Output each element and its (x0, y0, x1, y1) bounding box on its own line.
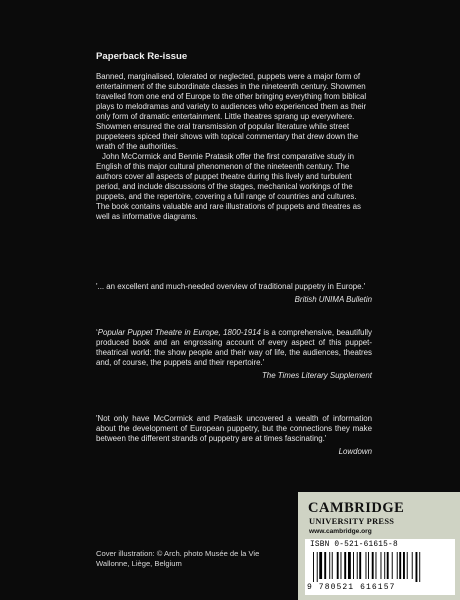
review-quote-3 (96, 414, 372, 457)
barcode-bar (416, 552, 418, 582)
publisher-url: www.cambridge.org (309, 528, 372, 535)
barcode-bar (376, 552, 377, 579)
isbn-text: ISBN 0-521-61615-8 (310, 541, 398, 549)
barcode-bar (341, 552, 342, 579)
publisher-name: CAMBRIDGE (308, 500, 405, 516)
barcode-digits: 9 780521 616157 (307, 583, 396, 592)
reissue-heading: Paperback Re-issue (96, 51, 188, 62)
barcode-bar (359, 552, 361, 579)
barcode-bar (324, 552, 326, 579)
review-quote-1 (96, 282, 372, 305)
barcode-bar (399, 552, 401, 579)
description-paragraph-1: Banned, marginalised, tolerated or neglected, puppets were a major form of entertainment of the subordinate classes in the nineteenth century. Showmen travelled from one end of Europe to the other bringing everything from biblical plays to melodramas and variety to audiences who experienced them as their only form of dramatic entertainment. Little theatres sprang up everywhere. Showmen ensured the oral transmission of popular literature while street puppeteers spiced their shows with topical commentary that drew down the wrath of the authorities. (96, 72, 367, 151)
cover-illustration-credit: Cover illustration: © Arch. photo Musée de la Vie Wallonne, Liège, Belgium (96, 549, 260, 568)
barcode-bar (397, 552, 398, 579)
description-paragraph-2: John McCormick and Bennie Pratasik offer the first comparative study in English of this major cultural phenomenon of the nineteenth century. The authors cover all aspects of puppet theatre during this lively and turbulent period, and include discussions of the stages, mechanical workings of the puppets, and the repertoire, covering a full range of countries and cultures. The book contains valuable and rare illustrations of puppets and theatres as well as informative diagrams. (96, 152, 361, 221)
review-quote-2-open: ‘ (96, 328, 98, 337)
barcode-bar (332, 552, 333, 579)
barcode-bar (384, 552, 385, 579)
review-quote-1-source: British UNIMA Bulletin (294, 295, 372, 304)
barcode-bar (372, 552, 374, 579)
book-description (96, 72, 372, 222)
barcode-bar (419, 552, 420, 582)
barcode-bar (348, 552, 351, 579)
review-quote-2-source: The Times Literary Supplement (261, 371, 372, 380)
barcode-bar (317, 552, 318, 582)
barcode-bar (392, 552, 393, 579)
barcode-bar (319, 552, 322, 579)
barcode-bar (353, 552, 354, 579)
review-quote-3-source: Lowdown (338, 447, 372, 456)
barcode-bar (368, 552, 369, 579)
barcode-bar (387, 552, 389, 579)
barcode-bar (403, 552, 405, 579)
barcode-bar (381, 552, 382, 579)
barcode-bar (344, 552, 346, 579)
barcode-bar (366, 552, 367, 579)
barcode-icon (313, 552, 451, 582)
barcode-bar (337, 552, 339, 579)
barcode-bar (357, 552, 358, 579)
barcode-bar (313, 552, 314, 582)
review-quote-2-text: is a comprehensive, beautifully produced book and an engrossing account of every aspect of this puppet-theatrical world: the show people and their way of life, the audiences, theatres and, of course, the puppets and their repertoire.' (96, 328, 373, 367)
review-quote-2-book-title: Popular Puppet Theatre in Europe, 1800-1914 (97, 328, 261, 337)
barcode-bar (329, 552, 330, 579)
publisher-subname: UNIVERSITY PRESS (309, 517, 395, 526)
barcode-bar (407, 552, 408, 579)
review-quote-2 (96, 328, 372, 381)
barcode-bar (412, 552, 413, 579)
review-quote-3-text: 'Not only have McCormick and Pratasik uncovered a wealth of information about the development of European puppetry, but the connections they make between the different strands of puppetry are at times fascinating.' (96, 414, 372, 443)
review-quote-1-text: '... an excellent and much-needed overview of traditional puppetry in Europe.' (96, 282, 366, 291)
